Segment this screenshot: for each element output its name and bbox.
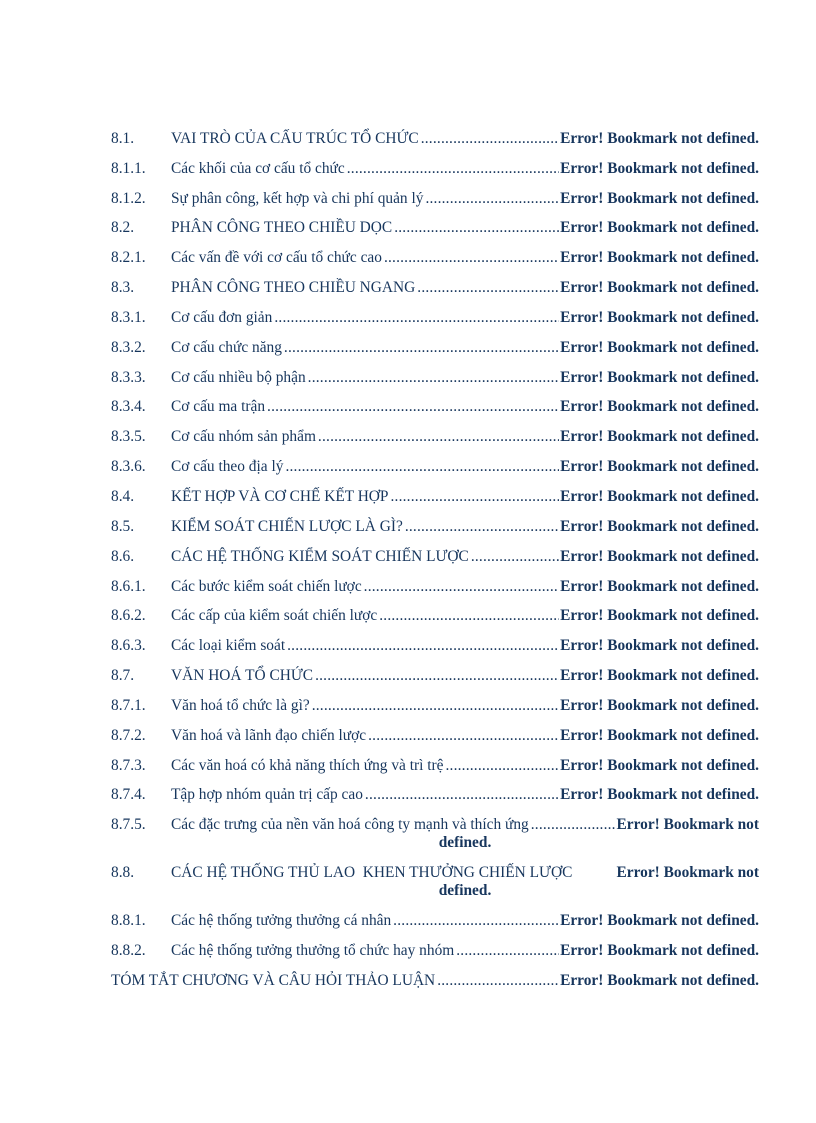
- toc-entry-title: Cơ cấu theo địa lý: [171, 458, 284, 476]
- toc-entry-title: Các hệ thống tưởng thưởng cá nhân: [171, 911, 392, 929]
- bookmark-error: Error! Bookmark not defined.: [560, 368, 759, 386]
- toc-entry[interactable]: [111, 416, 759, 446]
- toc-entry-number: 8.2.1.: [111, 249, 146, 267]
- dot-leader: [531, 816, 616, 834]
- toc-entry-line: [111, 864, 759, 882]
- dot-leader: [417, 279, 559, 297]
- toc-entry-number: 8.3.5.: [111, 428, 146, 446]
- bookmark-error: Error! Bookmark not defined.: [560, 911, 759, 929]
- toc-entry[interactable]: [111, 148, 759, 178]
- dot-leader: [267, 398, 559, 416]
- toc-entry-number: 8.1.2.: [111, 189, 146, 207]
- bookmark-error: Error! Bookmark not defined.: [560, 129, 759, 147]
- toc-entry[interactable]: [111, 960, 759, 990]
- toc-entry[interactable]: [111, 804, 759, 852]
- toc-entry[interactable]: [111, 715, 759, 745]
- toc-entry-number: 8.5.: [111, 517, 135, 535]
- toc-entry[interactable]: [111, 476, 759, 506]
- dot-leader: [384, 249, 559, 267]
- toc-entry-number: 8.7.2.: [111, 726, 146, 744]
- dot-leader: [364, 578, 559, 596]
- bookmark-error: Error! Bookmark not defined.: [560, 219, 759, 237]
- toc-entry-title: Các vấn đề với cơ cấu tổ chức cao: [171, 249, 382, 267]
- toc-entry[interactable]: [111, 327, 759, 357]
- toc-entry-number: 8.7.: [111, 667, 135, 685]
- toc-entry-title: Sự phân công, kết hợp và chi phí quản lý: [171, 189, 424, 207]
- toc-entry-title: Văn hoá tổ chức là gì?: [171, 696, 310, 714]
- toc-entry-number: 8.6.3.: [111, 637, 146, 655]
- bookmark-error: Error! Bookmark not defined.: [560, 487, 759, 505]
- toc-entry-title: PHÂN CÔNG THEO CHIỀU NGANG: [171, 279, 416, 297]
- toc-entry-title: Cơ cấu đơn giản: [171, 308, 273, 326]
- toc-entry-number: 8.6.: [111, 547, 135, 565]
- toc-entry-title: Các đặc trưng của nền văn hoá công ty mạnh và thích ứng: [171, 816, 529, 834]
- toc-entry-number: 8.4.: [111, 487, 135, 505]
- bookmark-error: Error! Bookmark not defined.: [560, 249, 759, 267]
- toc-entry[interactable]: [111, 930, 759, 960]
- bookmark-error: Error! Bookmark not defined.: [560, 547, 759, 565]
- bookmark-error: Error! Bookmark not defined.: [560, 279, 759, 297]
- dot-leader: [421, 130, 559, 148]
- toc-entry[interactable]: [111, 596, 759, 626]
- toc-entry-title: Các văn hoá có khả năng thích ứng và trì trệ: [171, 756, 444, 774]
- toc-entry[interactable]: [111, 852, 759, 900]
- toc-entry[interactable]: [111, 118, 759, 148]
- bookmark-error: Error! Bookmark not defined.: [560, 726, 759, 744]
- bookmark-error: Error! Bookmark not defined.: [560, 637, 759, 655]
- toc-entry[interactable]: [111, 178, 759, 208]
- bookmark-error-continuation: defined.: [438, 882, 492, 900]
- dot-leader: [368, 727, 559, 745]
- toc-entry-number: 8.1.: [111, 129, 135, 147]
- toc-entry-number: 8.7.5.: [111, 816, 146, 834]
- toc-entry-title: KẾT HỢP VÀ CƠ CHẾ KẾT HỢP: [171, 487, 389, 505]
- bookmark-error: Error! Bookmark not defined.: [560, 607, 759, 625]
- toc-entry-number: 8.7.3.: [111, 756, 146, 774]
- toc-entry-number: 8.3.2.: [111, 338, 146, 356]
- bookmark-error-continuation: defined.: [438, 834, 492, 852]
- bookmark-error: Error! Bookmark not defined.: [560, 159, 759, 177]
- toc-entry-title: Tập hợp nhóm quản trị cấp cao: [171, 786, 363, 804]
- toc-entry-number: 8.8.2.: [111, 941, 146, 959]
- toc-entry-title: Các hệ thống tưởng thưởng tổ chức hay nhóm: [171, 941, 455, 959]
- toc-entry-title: CÁC HỆ THỐNG THỦ LAO KHEN THƯỞNG CHIẾN LƯỢC: [171, 864, 573, 882]
- toc-entry[interactable]: [111, 506, 759, 536]
- dot-leader: [315, 667, 559, 685]
- bookmark-error: Error! Bookmark not defined.: [560, 941, 759, 959]
- dot-leader: [284, 339, 559, 357]
- toc-entry[interactable]: [111, 625, 759, 655]
- toc-entry-title: CÁC HỆ THỐNG KIỂM SOÁT CHIẾN LƯỢC: [171, 547, 469, 565]
- dot-leader: [456, 942, 559, 960]
- toc-entry[interactable]: [111, 536, 759, 566]
- toc-entry-title: PHÂN CÔNG THEO CHIỀU DỌC: [171, 219, 393, 237]
- toc-entry[interactable]: [111, 267, 759, 297]
- toc-entry-title: Cơ cấu chức năng: [171, 338, 282, 356]
- bookmark-error: Error! Bookmark not defined.: [560, 696, 759, 714]
- bookmark-error: Error! Bookmark not defined.: [560, 398, 759, 416]
- toc-entry[interactable]: [111, 237, 759, 267]
- toc-entry-number: 8.3.1.: [111, 308, 146, 326]
- toc-entry-number: 8.3.6.: [111, 458, 146, 476]
- toc-entry-number: 8.8.: [111, 864, 135, 882]
- toc-entry-title: Các cấp của kiểm soát chiến lược: [171, 607, 378, 625]
- toc-entry-title: Các khối của cơ cấu tổ chức: [171, 159, 345, 177]
- dot-leader: [274, 309, 559, 327]
- bookmark-error: Error! Bookmark not defined.: [560, 308, 759, 326]
- toc-entry-number: 8.1.1.: [111, 159, 146, 177]
- bookmark-error: Error! Bookmark not defined.: [560, 577, 759, 595]
- toc-entry-number: 8.6.2.: [111, 607, 146, 625]
- toc-entry[interactable]: [111, 446, 759, 476]
- toc-entry-number: 8.7.1.: [111, 696, 146, 714]
- bookmark-error: Error! Bookmark not defined.: [560, 667, 759, 685]
- bookmark-error: Error! Bookmark not defined.: [560, 458, 759, 476]
- toc-entry-number: 8.3.: [111, 279, 135, 297]
- toc-entry[interactable]: [111, 745, 759, 775]
- toc-entry-title: Các bước kiểm soát chiến lược: [171, 577, 362, 595]
- dot-leader: [390, 488, 559, 506]
- table-of-contents: [111, 118, 759, 990]
- toc-entry[interactable]: [111, 566, 759, 596]
- toc-entry-title: Cơ cấu nhóm sản phẩm: [171, 428, 316, 446]
- toc-entry-title: Văn hoá và lãnh đạo chiến lược: [171, 726, 367, 744]
- bookmark-error: Error! Bookmark not defined.: [560, 189, 759, 207]
- toc-entry-line: [111, 816, 759, 834]
- dot-leader: [312, 697, 559, 715]
- toc-entry-title: KIỂM SOÁT CHIẾN LƯỢC LÀ GÌ?: [171, 517, 403, 535]
- bookmark-error: Error! Bookmark not defined.: [560, 338, 759, 356]
- toc-entry-number: 8.2.: [111, 219, 135, 237]
- dot-leader: [287, 637, 559, 655]
- toc-entry[interactable]: [111, 387, 759, 417]
- toc-entry-title: TÓM TẮT CHƯƠNG VÀ CÂU HỎI THẢO LUẬN: [111, 971, 436, 989]
- dot-leader: [308, 369, 559, 387]
- toc-entry-title: Cơ cấu ma trận: [171, 398, 266, 416]
- toc-entry-number: 8.8.1.: [111, 911, 146, 929]
- toc-entry-number: 8.3.4.: [111, 398, 146, 416]
- toc-entry-title: VĂN HOÁ TỔ CHỨC: [171, 667, 314, 685]
- toc-entry[interactable]: [111, 208, 759, 238]
- dot-leader: [445, 757, 559, 775]
- toc-entry-title: Cơ cấu nhiều bộ phận: [171, 368, 306, 386]
- toc-entry[interactable]: [111, 900, 759, 930]
- bookmark-error: Error! Bookmark not defined.: [560, 786, 759, 804]
- toc-entry-title: Các loại kiểm soát: [171, 637, 286, 655]
- toc-entry[interactable]: [111, 297, 759, 327]
- toc-entry-title: VAI TRÒ CỦA CẤU TRÚC TỔ CHỨC: [171, 129, 419, 147]
- toc-entry[interactable]: [111, 357, 759, 387]
- bookmark-error: Error! Bookmark not defined.: [560, 756, 759, 774]
- dot-leader: [285, 458, 559, 476]
- dot-leader: [379, 607, 559, 625]
- dot-leader: [425, 190, 559, 208]
- toc-entry[interactable]: [111, 685, 759, 715]
- dot-leader: [347, 160, 559, 178]
- toc-entry-number: 8.6.1.: [111, 577, 146, 595]
- dot-leader: [393, 912, 559, 930]
- toc-entry[interactable]: [111, 655, 759, 685]
- bookmark-error: Error! Bookmark not defined.: [560, 971, 759, 989]
- bookmark-error: Error! Bookmark not defined.: [560, 517, 759, 535]
- dot-leader: [318, 428, 559, 446]
- toc-entry[interactable]: [111, 775, 759, 805]
- toc-entry-number: 8.7.4.: [111, 786, 146, 804]
- bookmark-error: Error! Bookmark not: [616, 864, 759, 882]
- dot-leader: [365, 786, 559, 804]
- dot-leader: [405, 518, 559, 536]
- bookmark-error: Error! Bookmark not: [616, 816, 759, 834]
- dot-leader: [437, 972, 559, 990]
- toc-entry-number: 8.3.3.: [111, 368, 146, 386]
- bookmark-error: Error! Bookmark not defined.: [560, 428, 759, 446]
- dot-leader: [394, 219, 559, 237]
- dot-leader: [471, 548, 559, 566]
